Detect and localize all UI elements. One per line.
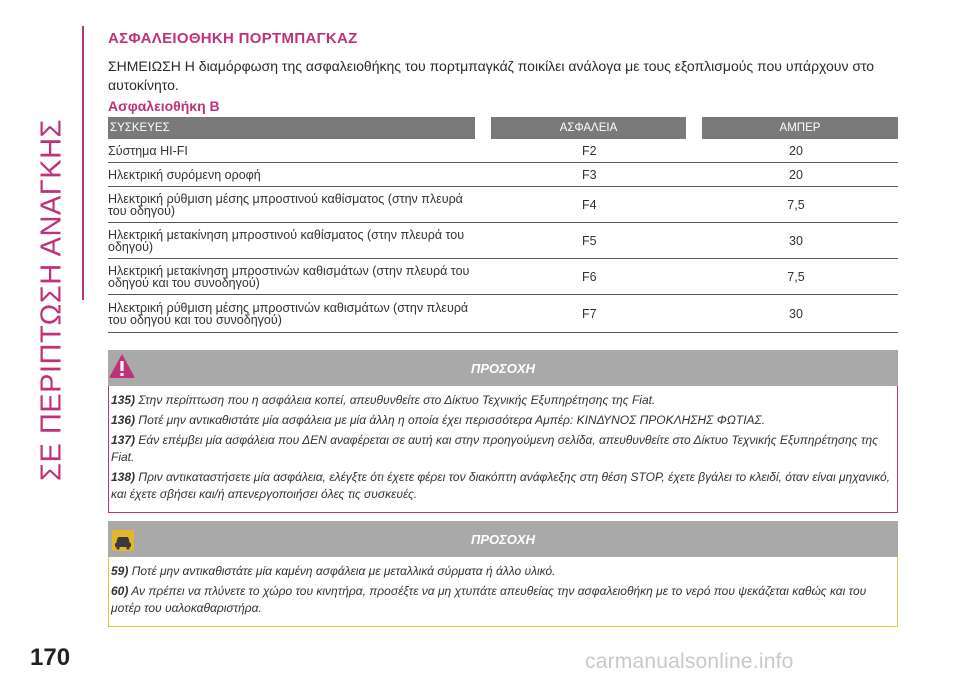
warning-title: ΠΡΟΣΟΧΗ [471,532,535,547]
warning-item: 137) Εάν επέμβει μία ασφάλεια που ΔΕΝ αναφέρεται σε αυτή και στην προηγούμενη σελίδα, απευθυνθείτε στο Δίκτυο Τεχνικής Εξυπηρέτησης της Fiat. [111,433,878,464]
cell-device: Ηλεκτρική ρύθμιση μέσης μπροστινών καθισμάτων (στην πλευρά του οδηγού και του συνοδηγού) [108,300,469,327]
cell-fuse: F4 [582,197,597,212]
warning-header [108,521,898,557]
cell-device: Ηλεκτρική συρόμενη οροφή [108,167,261,182]
warning-body [108,557,898,627]
cell-device: Ηλεκτρική μετακίνηση μπροστινού καθίσματος (στην πλευρά του οδηγού) [108,227,465,254]
cell-fuse: F7 [582,306,597,321]
cell-fuse: F3 [582,167,597,182]
table-row [108,295,898,333]
table-row [108,139,898,163]
watermark: carmanualsonline.info [585,650,794,673]
cell-amp: 7,5 [787,197,805,212]
warning-title: ΠΡΟΣΟΧΗ [471,361,535,376]
header-fuse: ΑΣΦΑΛΕΙΑ [491,117,686,139]
cell-fuse: F6 [582,269,597,284]
cell-amp: 7,5 [787,269,805,284]
cell-device: Ηλεκτρική μετακίνηση μπροστινών καθισμάτων (στην πλευρά του οδηγού και του συνοδηγού) [108,263,470,290]
cell-amp: 30 [789,306,803,321]
table-row [108,163,898,187]
sidebar-rule [82,26,84,300]
cell-amp: 30 [789,233,803,248]
subsection-title: Ασφαλειοθήκη B [108,98,220,114]
warning-box-danger [108,350,898,513]
warning-item: 136) Ποτέ μην αντικαθιστάτε μία ασφάλεια με μία άλλη η οποία έχει περισσότερα Αμπέρ: ΚΙΝΔΥΝΟΣ ΠΡΟΚΛΗΣΗΣ ΦΩΤΙΑΣ. [111,413,766,427]
cell-fuse: F5 [582,233,597,248]
cell-amp: 20 [789,167,803,182]
warning-item: 135) Στην περίπτωση που η ασφάλεια κοπεί, απευθυνθείτε στο Δίκτυο Τεχνικής Εξυπηρέτησης της Fiat. [111,393,656,407]
car-caution-icon [110,527,136,553]
danger-triangle-icon [108,352,136,380]
section-title: ΑΣΦΑΛΕΙΟΘΗΚΗ ΠΟΡΤΜΠΑΓΚΑΖ [108,30,358,47]
warning-box-caution [108,521,898,627]
fuse-table-header [108,117,898,139]
cell-device: Σύστημα HI-FI [108,143,188,158]
table-row [108,187,898,223]
warning-item: 60) Αν πρέπει να πλύνετε το χώρο του κινητήρα, προσέξτε να μη χτυπάτε απευθείας την ασφαλειοθήκη με το νερό που ψεκάζεται καθώς και του μοτέρ του υαλοκαθαριστήρα. [111,584,867,615]
header-devices: ΣΥΣΚΕΥΕΣ [108,117,475,139]
table-row [108,223,898,259]
cell-device: Ηλεκτρική ρύθμιση μέσης μπροστινού καθίσματος (στην πλευρά του οδηγού) [108,191,463,218]
warning-item: 59) Ποτέ μην αντικαθιστάτε μία καμένη ασφάλεια με μεταλλικά σύρματα ή άλλο υλικό. [111,564,556,578]
header-amp: ΑΜΠΕΡ [702,117,898,139]
fuse-table [108,117,898,333]
cell-amp: 20 [789,143,803,158]
table-row [108,259,898,295]
note-paragraph: ΣΗΜΕΙΩΣΗ Η διαμόρφωση της ασφαλειοθήκης του πορτμπαγκάζ ποικίλει ανάλογα με τους εξοπλισμούς που υπάρχουν στο αυτοκίνητο. [108,58,875,93]
warning-body [108,386,898,513]
warning-header [108,350,898,386]
cell-fuse: F2 [582,143,597,158]
warning-item: 138) Πριν αντικαταστήσετε μία ασφάλεια, ελέγξτε ότι έχετε φέρει τον διακόπτη ανάφλεξης στη θέση STOP, έχετε βγάλει το κλειδί, όταν είναι μηχανικό, και έχετε σβήσει και/ή απενεργοποιήσει όλες τις συσκευές. [111,470,890,501]
page-number: 170 [30,644,71,671]
